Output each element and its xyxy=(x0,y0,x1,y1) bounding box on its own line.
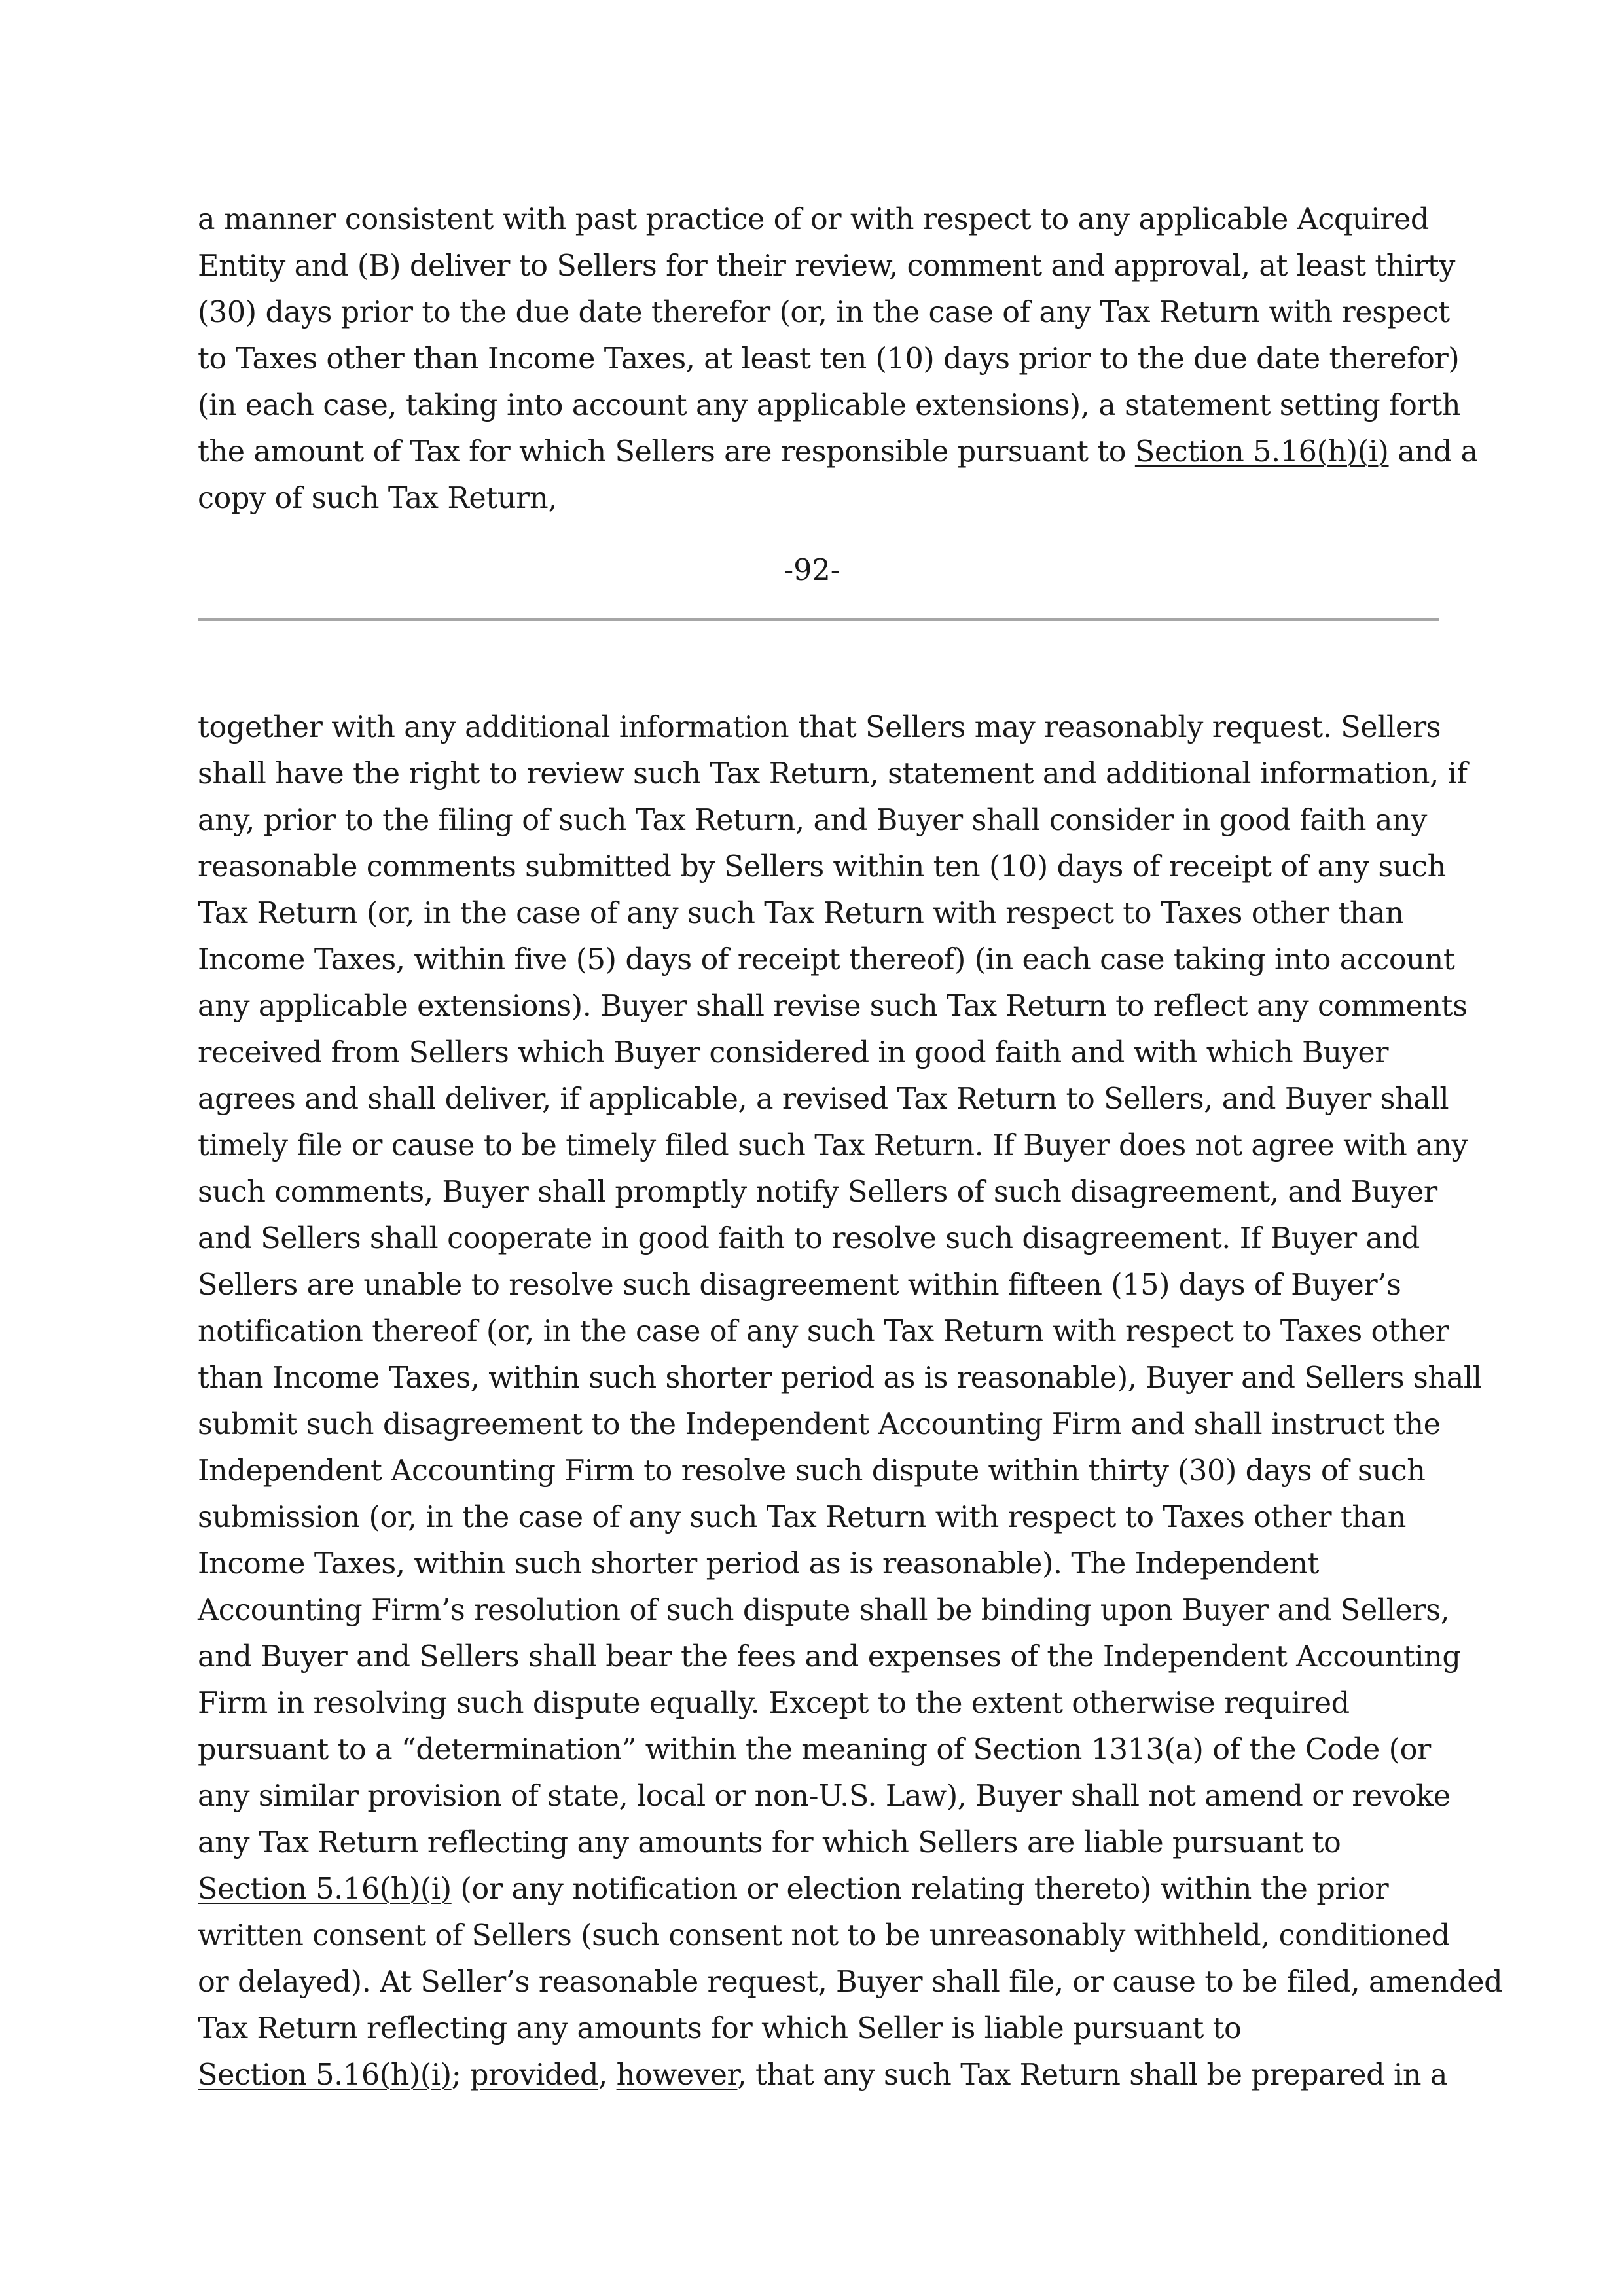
text-line xyxy=(198,2052,1447,2098)
text-line: timely file or cause to be timely filed such Tax Return. If Buyer does not agree with any xyxy=(198,1129,1468,1162)
text-line: pursuant to a “determination” within the meaning of Section 1313(a) of the Code (or xyxy=(198,1733,1431,1767)
text-line: notification thereof (or, in the case of any such Tax Return with respect to Taxes other xyxy=(198,1315,1449,1348)
page-number: -92- xyxy=(784,554,840,587)
text-segment: the amount of Tax for which Sellers are responsible pursuant to xyxy=(198,435,1135,469)
text-line: and Buyer and Sellers shall bear the fees and expenses of the Independent Accounting xyxy=(198,1640,1461,1674)
text-line: agrees and shall deliver, if applicable, a revised Tax Return to Sellers, and Buyer shall xyxy=(198,1083,1449,1116)
text-line: Independent Accounting Firm to resolve such dispute within thirty (30) days of such xyxy=(198,1454,1426,1488)
text-line: Income Taxes, within such shorter period as is reasonable). The Independent xyxy=(198,1547,1320,1581)
text-line: (in each case, taking into account any applicable extensions), a statement setting forth xyxy=(198,389,1461,422)
text-line: any, prior to the filing of such Tax Return, and Buyer shall consider in good faith any xyxy=(198,804,1428,837)
text-line: shall have the right to review such Tax Return, statement and additional information, if xyxy=(198,757,1468,791)
section-reference-link[interactable]: Section 5.16(h)(i) xyxy=(1134,435,1389,469)
text-segment: , xyxy=(598,2058,617,2092)
text-line: Firm in resolving such dispute equally. Except to the extent otherwise required xyxy=(198,1687,1350,1720)
section-reference-link[interactable]: Section 5.16(h)(i) xyxy=(198,1873,452,1906)
text-line: copy of such Tax Return, xyxy=(198,482,557,515)
text-line: to Taxes other than Income Taxes, at least ten (10) days prior to the due date therefor) xyxy=(198,342,1460,376)
text-line: received from Sellers which Buyer considered in good faith and with which Buyer xyxy=(198,1036,1389,1069)
text-line: and Sellers shall cooperate in good faith to resolve such disagreement. If Buyer and xyxy=(198,1222,1420,1255)
text-line: Sellers are unable to resolve such disagreement within fifteen (15) days of Buyer’s xyxy=(198,1268,1401,1302)
text-line: Tax Return (or, in the case of any such Tax Return with respect to Taxes other than xyxy=(198,897,1404,930)
text-segment: , that any such Tax Return shall be prepared in a xyxy=(737,2058,1447,2092)
text-line: submission (or, in the case of any such Tax Return with respect to Taxes other than xyxy=(198,1501,1406,1534)
section-reference-link[interactable]: Section 5.16(h)(i) xyxy=(198,2058,452,2092)
text-line: any Tax Return reflecting any amounts for which Sellers are liable pursuant to xyxy=(198,1826,1341,1859)
text-line xyxy=(198,429,1478,475)
text-segment: and a xyxy=(1388,435,1478,469)
page-93-paragraph xyxy=(198,704,1503,2098)
text-line: written consent of Sellers (such consent not to be unreasonably withheld, conditioned xyxy=(198,1919,1450,1952)
text-line: Accounting Firm’s resolution of such dispute shall be binding upon Buyer and Sellers, xyxy=(198,1594,1450,1627)
text-line: together with any additional information that Sellers may reasonably request. Sellers xyxy=(198,711,1441,744)
text-line: any applicable extensions). Buyer shall revise such Tax Return to reflect any comments xyxy=(198,990,1468,1023)
provided-term: provided xyxy=(470,2058,599,2092)
text-line: than Income Taxes, within such shorter period as is reasonable), Buyer and Sellers shall xyxy=(198,1361,1482,1395)
text-line: (30) days prior to the due date therefor (or, in the case of any Tax Return with respect xyxy=(198,296,1450,329)
text-line: a manner consistent with past practice of or with respect to any applicable Acquired xyxy=(198,203,1429,236)
text-line: Entity and (B) deliver to Sellers for their review, comment and approval, at least thirty xyxy=(198,249,1456,283)
text-line: Income Taxes, within five (5) days of receipt thereof) (in each case taking into account xyxy=(198,943,1455,977)
text-line: reasonable comments submitted by Sellers within ten (10) days of receipt of any such xyxy=(198,850,1446,884)
page-92-paragraph-continuation xyxy=(198,196,1478,522)
text-line xyxy=(198,1866,1441,1912)
text-line: such comments, Buyer shall promptly notify Sellers of such disagreement, and Buyer xyxy=(198,1175,1437,1209)
text-line: any similar provision of state, local or non-U.S. Law), Buyer shall not amend or revoke xyxy=(198,1780,1451,1813)
text-line: or delayed). At Seller’s reasonable request, Buyer shall file, or cause to be filed, amended xyxy=(198,1965,1503,1999)
text-segment: ; xyxy=(451,2058,471,2092)
text-line: submit such disagreement to the Independent Accounting Firm and shall instruct the xyxy=(198,1408,1441,1441)
text-line: Tax Return reflecting any amounts for which Seller is liable pursuant to xyxy=(198,2012,1242,2045)
page-divider xyxy=(198,618,1439,621)
text-segment: (or any notification or election relating thereto) within the prior xyxy=(451,1873,1389,1906)
however-term: however xyxy=(616,2058,738,2092)
